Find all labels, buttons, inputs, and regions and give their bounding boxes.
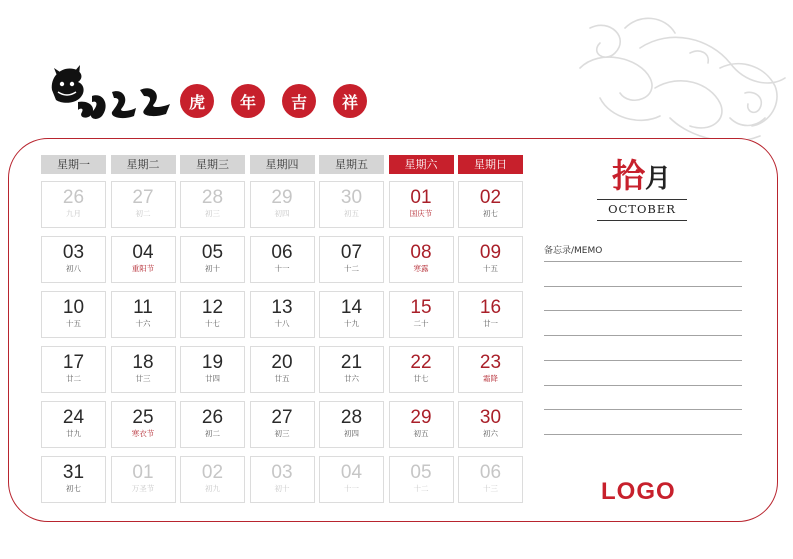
day-cell[interactable]: [389, 181, 454, 228]
lunar-date: 初六: [483, 429, 498, 438]
day-number: 09: [479, 242, 502, 263]
calendar-grid: [41, 155, 523, 503]
day-number: 01: [410, 187, 432, 208]
day-number: 21: [340, 352, 363, 373]
year-text: 2022: [48, 62, 51, 63]
lunar-date: 十六: [135, 319, 151, 328]
blessing-char: 年: [231, 84, 265, 118]
day-cell[interactable]: [41, 291, 106, 338]
lunar-date: 十八: [274, 319, 290, 328]
lunar-date: 寒衣节: [131, 429, 155, 438]
day-cell[interactable]: [111, 236, 176, 283]
weekday-header: 星期一: [41, 155, 106, 174]
lunar-date: 十三: [483, 484, 498, 493]
lunar-date: 廿六: [344, 374, 359, 383]
lunar-date: 万圣节: [131, 484, 155, 493]
blessing-char: 吉: [282, 84, 316, 118]
memo-line[interactable]: [544, 409, 742, 410]
lunar-date: 寒露: [413, 264, 429, 273]
memo-line[interactable]: [544, 335, 742, 336]
day-number: 19: [201, 352, 224, 373]
month-title: [612, 150, 671, 197]
lunar-date: 初十: [205, 264, 220, 273]
day-cell[interactable]: [111, 181, 176, 228]
lunar-date: 九月: [66, 209, 81, 218]
lunar-date: 十九: [344, 319, 359, 328]
lunar-date: 初三: [274, 429, 290, 438]
day-number: 12: [201, 297, 224, 318]
day-cell[interactable]: [180, 181, 245, 228]
day-number: 01: [132, 462, 154, 483]
memo-line[interactable]: [544, 385, 742, 386]
day-cell[interactable]: [319, 401, 384, 448]
lunar-date: 十七: [205, 319, 220, 328]
day-cell[interactable]: [458, 236, 523, 283]
weekday-header: 星期四: [250, 155, 315, 174]
day-number: 20: [271, 352, 293, 373]
lunar-date: 初二: [135, 209, 151, 218]
day-number: 29: [271, 187, 293, 208]
tiger-decoration-icon: [570, 8, 790, 158]
blessing-circles: [180, 84, 367, 118]
day-number: 31: [62, 462, 85, 483]
lunar-date: 十五: [66, 319, 81, 328]
day-cell[interactable]: [458, 181, 523, 228]
day-cell[interactable]: [458, 346, 523, 393]
lunar-date: 廿二: [66, 374, 81, 383]
day-number: 15: [410, 297, 432, 318]
day-cell[interactable]: [111, 456, 176, 503]
day-cell[interactable]: [319, 291, 384, 338]
day-cell[interactable]: [389, 401, 454, 448]
day-number: 03: [271, 462, 293, 483]
day-cell[interactable]: [319, 181, 384, 228]
day-number: 30: [340, 187, 363, 208]
day-number: 05: [410, 462, 432, 483]
lunar-date: 廿九: [66, 429, 81, 438]
weekday-header: 星期六: [389, 155, 454, 174]
day-grid: [41, 181, 523, 503]
lunar-date: 二十: [413, 319, 429, 328]
lunar-date: 初十: [274, 484, 290, 493]
lunar-date: 重阳节: [131, 264, 155, 273]
weekday-header: 星期三: [180, 155, 245, 174]
day-cell[interactable]: [319, 456, 384, 503]
day-number: 10: [62, 297, 85, 318]
weekday-header: 星期日: [458, 155, 523, 174]
day-cell[interactable]: [41, 181, 106, 228]
day-number: 16: [479, 297, 502, 318]
lunar-date: 初七: [66, 484, 81, 493]
day-number: 27: [132, 187, 154, 208]
weekday-header-row: [41, 155, 523, 174]
day-cell[interactable]: [389, 236, 454, 283]
memo-line[interactable]: [544, 261, 742, 262]
day-cell[interactable]: [41, 236, 106, 283]
day-cell[interactable]: [389, 456, 454, 503]
lunar-date: 十二: [413, 484, 429, 493]
day-number: 29: [410, 407, 432, 428]
day-number: 11: [133, 297, 153, 318]
memo-line[interactable]: [544, 286, 742, 287]
day-number: 13: [271, 297, 293, 318]
day-number: 03: [62, 242, 85, 263]
day-cell[interactable]: [458, 401, 523, 448]
lunar-date: 初五: [344, 209, 359, 218]
lunar-date: 初五: [413, 429, 429, 438]
lunar-date: 廿五: [274, 374, 290, 383]
day-cell[interactable]: [180, 236, 245, 283]
memo-line[interactable]: [544, 310, 742, 311]
day-number: 28: [340, 407, 363, 428]
day-number: 06: [271, 242, 293, 263]
day-cell[interactable]: [250, 401, 315, 448]
day-cell[interactable]: [250, 181, 315, 228]
day-number: 17: [62, 352, 85, 373]
lunar-date: 霜降: [483, 374, 498, 383]
day-cell[interactable]: [111, 291, 176, 338]
day-number: 02: [201, 462, 224, 483]
day-number: 27: [271, 407, 293, 428]
day-number: 28: [201, 187, 224, 208]
lunar-date: 十五: [483, 264, 498, 273]
month-cn-small: 月: [645, 164, 672, 194]
day-number: 26: [62, 187, 85, 208]
lunar-date: 廿七: [413, 374, 429, 383]
lunar-date: 国庆节: [409, 209, 433, 218]
day-cell[interactable]: [319, 236, 384, 283]
day-number: 18: [132, 352, 154, 373]
day-number: 06: [479, 462, 502, 483]
day-number: 26: [201, 407, 224, 428]
lunar-date: 初四: [274, 209, 290, 218]
day-cell[interactable]: [41, 401, 106, 448]
lunar-date: 廿三: [135, 374, 151, 383]
memo-line[interactable]: [544, 360, 742, 361]
lunar-date: 初八: [66, 264, 81, 273]
lunar-date: 初九: [205, 484, 220, 493]
blessing-char: 虎: [180, 84, 214, 118]
day-number: 07: [340, 242, 363, 263]
day-cell[interactable]: [180, 346, 245, 393]
day-cell[interactable]: [250, 456, 315, 503]
day-cell[interactable]: [41, 456, 106, 503]
day-cell[interactable]: [458, 456, 523, 503]
memo-label: 备忘录/MEMO: [544, 246, 603, 256]
day-number: 08: [410, 242, 432, 263]
weekday-header: 星期五: [319, 155, 384, 174]
lunar-date: 廿四: [205, 374, 220, 383]
lunar-date: 十一: [344, 484, 359, 493]
memo-line[interactable]: [544, 434, 742, 435]
day-cell[interactable]: [111, 346, 176, 393]
day-number: 04: [132, 242, 154, 263]
lunar-date: 初三: [205, 209, 220, 218]
day-number: 02: [479, 187, 502, 208]
day-cell[interactable]: [458, 291, 523, 338]
lunar-date: 初四: [344, 429, 359, 438]
blessing-char: 祥: [333, 84, 367, 118]
day-number: 14: [340, 297, 363, 318]
day-cell[interactable]: [250, 291, 315, 338]
day-cell[interactable]: [250, 236, 315, 283]
day-cell[interactable]: [389, 291, 454, 338]
day-cell[interactable]: [319, 346, 384, 393]
month-cn-big: 拾: [612, 156, 645, 195]
day-cell[interactable]: [250, 346, 315, 393]
day-cell[interactable]: [111, 401, 176, 448]
day-cell[interactable]: [180, 291, 245, 338]
weekday-header: 星期二: [111, 155, 176, 174]
year-2022-logo: [48, 62, 173, 128]
day-cell[interactable]: [41, 346, 106, 393]
month-english: OCTOBER: [597, 199, 687, 221]
lunar-date: 十一: [274, 264, 290, 273]
day-cell[interactable]: [180, 401, 245, 448]
logo-text: LOGO: [601, 478, 676, 505]
day-cell[interactable]: [180, 456, 245, 503]
lunar-date: 廿一: [483, 319, 498, 328]
day-number: 24: [62, 407, 85, 428]
lunar-date: 初二: [205, 429, 220, 438]
day-number: 22: [410, 352, 432, 373]
day-cell[interactable]: [389, 346, 454, 393]
day-number: 04: [340, 462, 363, 483]
lunar-date: 十二: [344, 264, 359, 273]
day-number: 05: [201, 242, 224, 263]
day-number: 30: [479, 407, 502, 428]
day-number: 23: [479, 352, 502, 373]
day-number: 25: [132, 407, 154, 428]
lunar-date: 初七: [483, 209, 498, 218]
